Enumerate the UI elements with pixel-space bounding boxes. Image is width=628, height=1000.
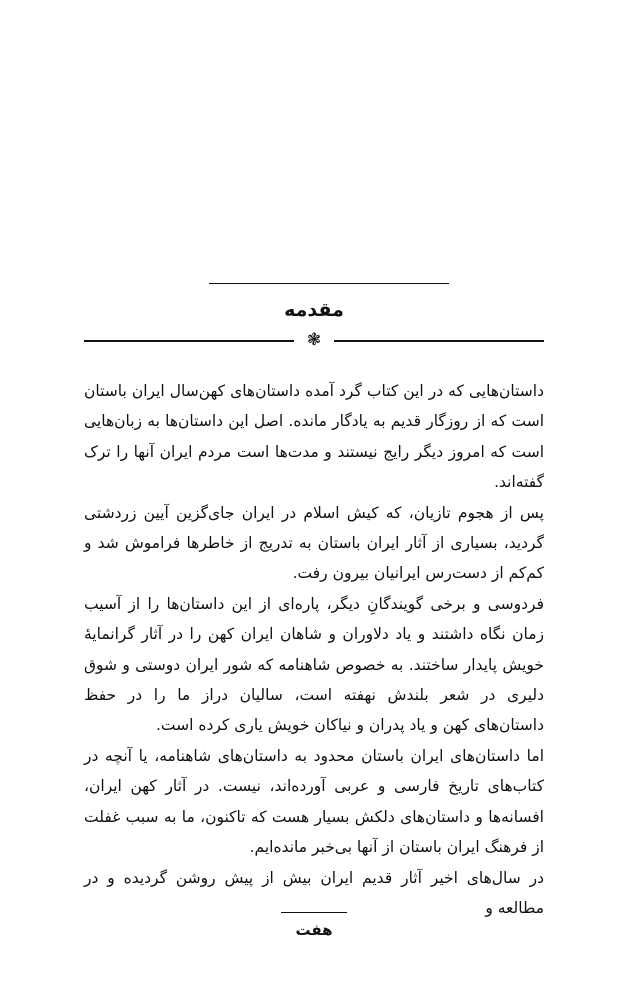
ornamental-divider bbox=[84, 330, 544, 350]
divider-line-left bbox=[84, 340, 294, 342]
flower-ornament-icon: ❃ bbox=[306, 330, 322, 350]
footer-rule bbox=[281, 912, 347, 913]
paragraph: اما داستان‌های ایران باستان محدود به داستان‌های شاهنامه، یا آنچه در کتاب‌های تاریخ فارسی و عربی آورده‌اند، نیست. در آثار کهن ایران، افسانه‌ها و داستان‌های دلکش بسیار هست که تاکنون، ما به سبب غفلت از فرهنگ ایران باستان از آنها بی‌خبر مانده‌ایم. bbox=[84, 746, 544, 857]
page-title: مقدمه bbox=[284, 299, 344, 321]
paragraph: در سال‌های اخیر آثار قدیم ایران بیش از پیش روشن گردیده و در مطالعه و bbox=[84, 868, 544, 917]
divider-line-right bbox=[334, 340, 544, 342]
page-number: هفت bbox=[295, 921, 333, 939]
paragraph: فردوسی و برخی گویندگانِ دیگر، پاره‌ای از این داستان‌ها را از آسیب زمان نگاه داشتند و یاد دلاوران و شاهان ایران کهن را در آثار گرانمایهٔ خویش پایدار ساختند. به خصوص شاهنامه که شور ایران دوستی و شوق دلیری در شعر بلندش نهفته است، سالیان دراز ما را در حفظ داستان‌های کهن و یاد پدران و نیاکان خویش یاری کرده است. bbox=[84, 594, 544, 735]
paragraph: داستان‌هایی که در این کتاب گرد آمده داستان‌های کهن‌سال ایران باستان است که از روزگار قدیم به یادگار مانده. اصل این داستان‌ها به زبان‌هایی است که امروز دیگر رایج نیستند و مدت‌ها است مردم ایران آنها را ترک گفته‌اند. bbox=[84, 382, 544, 492]
body-text bbox=[84, 376, 544, 923]
top-rule bbox=[209, 283, 449, 284]
paragraph: پس از هجوم تازیان، که کیش اسلام در ایران جای‌گزین آیین زردشتی گردید، بسیاری از آثار ایران باستان به تدریج از خاطرها فراموش شد و کم‌کم از دست‌رس ایرانیان بیرون رفت. bbox=[84, 503, 544, 583]
